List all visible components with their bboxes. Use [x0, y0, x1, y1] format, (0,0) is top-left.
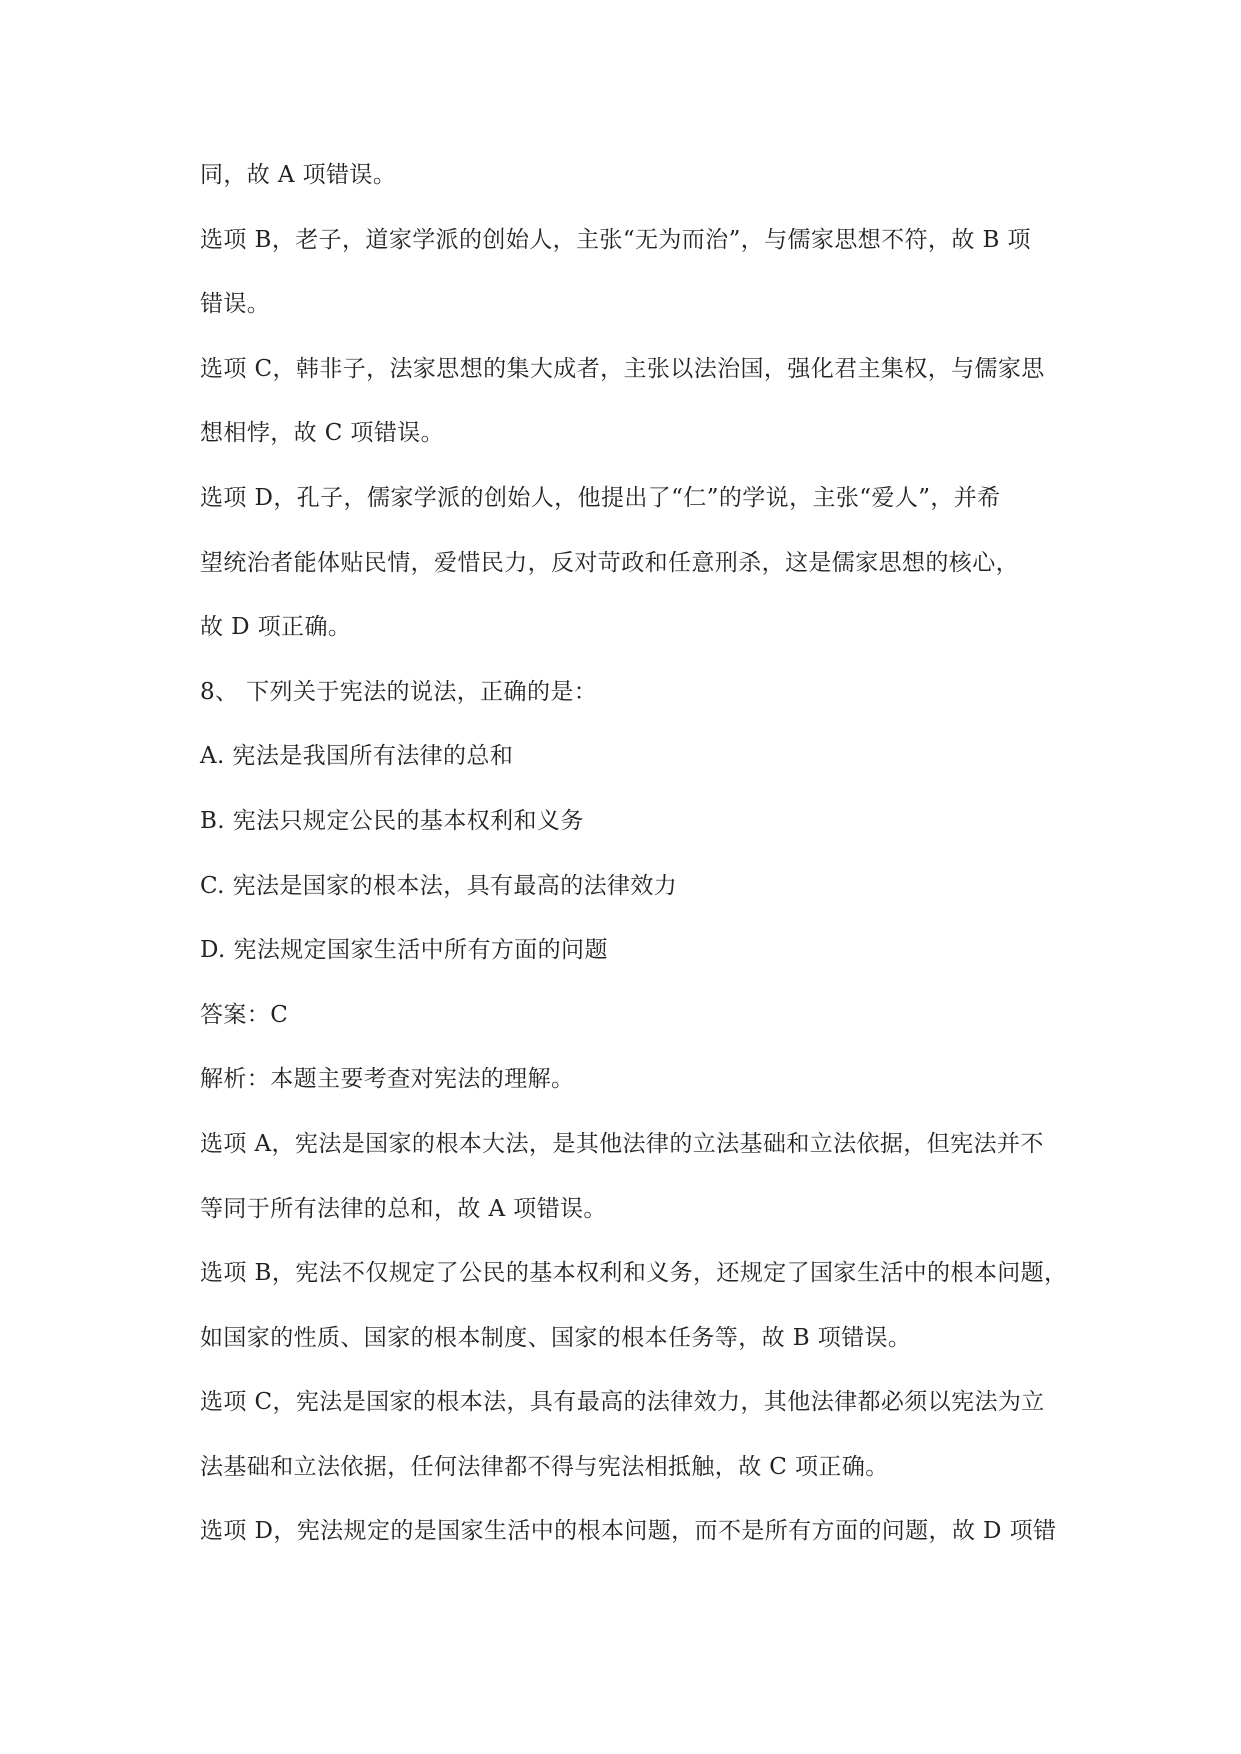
question-stem: 8、 下列关于宪法的说法，正确的是： [200, 678, 598, 705]
option-c: C. 宪法是国家的根本法，具有最高的法律效力 [200, 872, 678, 899]
text-line: 望统治者能体贴民情，爱惜民力，反对苛政和任意刑杀，这是儒家思想的核心， [200, 549, 1019, 576]
option-a: A. 宪法是我国所有法律的总和 [200, 743, 514, 770]
analysis-intro: 解析：本题主要考查对宪法的理解。 [200, 1066, 575, 1093]
text-line: 选项 C，韩非子，法家思想的集大成者，主张以法治国，强化君主集权，与儒家思 [200, 355, 1045, 382]
option-b: B. 宪法只规定公民的基本权利和义务 [200, 807, 584, 834]
text-line: 选项 D，宪法规定的是国家生活中的根本问题，而不是所有方面的问题，故 D 项错 [200, 1518, 1057, 1545]
text-line: 等同于所有法律的总和，故 A 项错误。 [200, 1195, 607, 1222]
text-line: 错误。 [200, 291, 271, 318]
answer-line: 答案：C [200, 1001, 289, 1028]
text-line: 选项 B，宪法不仅规定了公民的基本权利和义务，还规定了国家生活中的根本问题， [200, 1260, 1068, 1287]
text-line: 选项 A，宪法是国家的根本大法，是其他法律的立法基础和立法依据，但宪法并不 [200, 1130, 1044, 1157]
document-body [200, 143, 1100, 1564]
text-line: 故 D 项正确。 [200, 614, 352, 641]
text-line: 同，故 A 项错误。 [200, 162, 397, 188]
text-line: 想相悖，故 C 项错误。 [200, 420, 445, 447]
text-line: 如国家的性质、国家的根本制度、国家的根本任务等，故 B 项错误。 [200, 1324, 912, 1351]
text-line: 选项 C，宪法是国家的根本法，具有最高的法律效力，其他法律都必须以宪法为立 [200, 1389, 1045, 1416]
text-line: 选项 B，老子，道家学派的创始人，主张“无为而治”，与儒家思想不符，故 B 项 [200, 226, 1031, 253]
text-line: 选项 D，孔子，儒家学派的创始人，他提出了“仁”的学说，主张“爱人”，并希 [200, 484, 1001, 511]
text-line: 法基础和立法依据，任何法律都不得与宪法相抵触，故 C 项正确。 [200, 1453, 889, 1480]
option-d: D. 宪法规定国家生活中所有方面的问题 [200, 937, 608, 964]
